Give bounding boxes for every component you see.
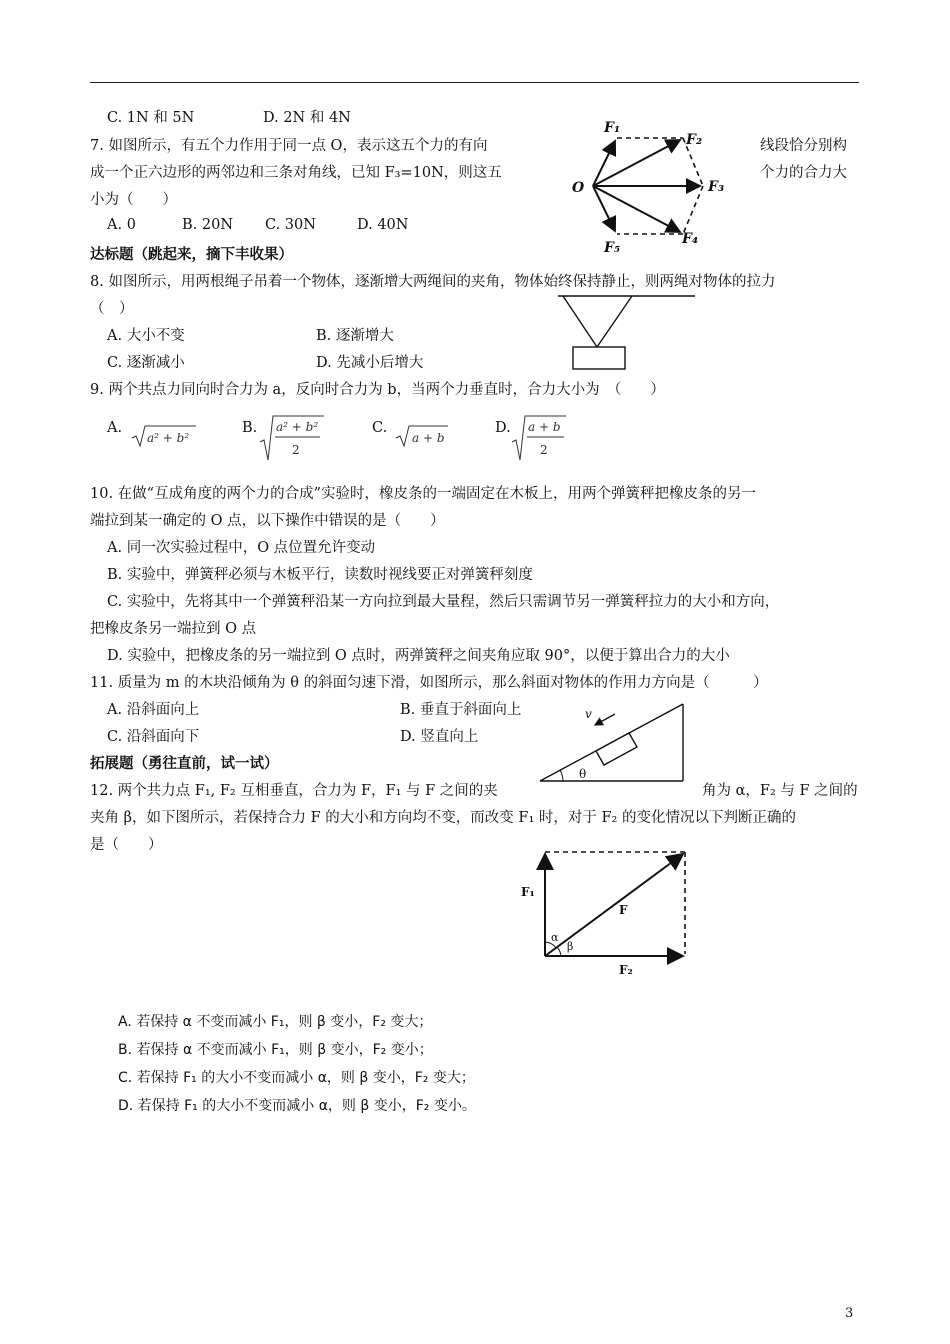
q12-option-c: C. 若保持 F₁ 的大小不变而减小 α，则 β 变小，F₂ 变大； (118, 1070, 475, 1086)
q12-line2: 夹角 β，如下图所示，若保持合力 F 的大小和方向均不变，而改变 F₁ 时，对于 F₂ 的变化情况以下判断正确的 (90, 810, 796, 826)
q8-line2: （ ） (90, 301, 134, 317)
q8-line1: 8. 如图所示，用两根绳子吊着一个物体，逐渐增大两绳间的夹角，物体始终保持静止，则两绳对物体的拉力 (90, 274, 776, 290)
label-f3: F₃ (708, 179, 725, 195)
q9-formula-d (510, 412, 570, 462)
q7-option-c: C. 30N (265, 217, 316, 233)
q7-line1a: 7. 如图所示，有五个力作用于同一点 O，表示这五个力的有向 (90, 138, 488, 154)
section-dabiao: 达标题（跳起来，摘下丰收果） (90, 247, 293, 263)
label-f2: F₂ (686, 132, 703, 148)
label-f: F (619, 903, 628, 917)
q7-option-d: D. 40N (357, 217, 409, 233)
q11-line1: 11. 质量为 m 的木块沿倾角为 θ 的斜面匀速下滑，如图所示，那么斜面对物体的作用力方向是（ ） (90, 675, 768, 691)
q12-option-d: D. 若保持 F₁ 的大小不变而减小 α，则 β 变小，F₂ 变小。 (118, 1098, 476, 1114)
label-alpha: α (551, 931, 559, 944)
q7-hexagon-figure (560, 110, 750, 258)
q11-incline-figure (535, 696, 690, 786)
label-beta: β (567, 940, 574, 953)
q8-rope-figure (555, 288, 700, 373)
q12-line3: 是（ ） (90, 837, 163, 853)
header-rule (90, 82, 859, 83)
q9-option-d-label: D. (495, 420, 511, 436)
svg-text:a + b: a + b (528, 420, 561, 434)
q12-option-a: A. 若保持 α 不变而减小 F₁，则 β 变小，F₂ 变大； (118, 1014, 433, 1030)
q9-option-c-label: C. (372, 420, 388, 436)
velocity-label: v (585, 707, 592, 721)
q11-option-c: C. 沿斜面向下 (107, 729, 200, 745)
svg-text:a + b: a + b (412, 431, 445, 445)
q8-option-b: B. 逐渐增大 (316, 328, 394, 344)
q8-option-c: C. 逐渐减小 (107, 355, 185, 371)
label-f4: F₄ (682, 231, 699, 247)
q12-option-b: B. 若保持 α 不变而减小 F₁，则 β 变小，F₂ 变小； (118, 1042, 433, 1058)
q11-option-a: A. 沿斜面向上 (107, 702, 200, 718)
q10-option-c-line2: 把橡皮条另一端拉到 O 点 (90, 621, 257, 637)
q6-option-d: D. 2N 和 4N (263, 110, 351, 126)
q7-line2a: 成一个正六边形的两邻边和三条对角线，已知 F₃=10N，则这五 (90, 165, 502, 181)
q7-option-a: A. 0 (107, 217, 136, 233)
q7-line1b: 线段恰分别构 (760, 138, 847, 154)
f4-arrow (593, 186, 680, 232)
q12-force-figure (515, 838, 700, 978)
label-f1: F₁ (521, 885, 535, 899)
label-o: O (572, 180, 585, 196)
q9-formula-b (258, 412, 328, 462)
q9-formula-a (130, 418, 200, 452)
q10-option-c-line1: C. 实验中，先将其中一个弹簧秤沿某一方向拉到最大量程，然后只需调节另一弹簧秤拉力的大小和方向， (107, 594, 780, 610)
q7-option-b: B. 20N (182, 217, 234, 233)
q8-option-d: D. 先减小后增大 (316, 355, 424, 371)
q12-line1b: 角为 α，F₂ 与 F 之间的 (702, 783, 858, 799)
q10-option-d: D. 实验中，把橡皮条的另一端拉到 O 点时，两弹簧秤之间夹角应取 90°，以便于算出合力的大小 (107, 648, 730, 664)
q9-formula-c (394, 418, 454, 452)
f-arrow (545, 854, 683, 956)
svg-text:2: 2 (292, 443, 300, 457)
label-f1: F₁ (604, 120, 621, 136)
q12-line1a: 12. 两个共力点 F₁, F₂ 互相垂直，合力为 F，F₁ 与 F 之间的夹 (90, 783, 498, 799)
q10-line2: 端拉到某一确定的 O 点，以下操作中错误的是（ ） (90, 513, 445, 529)
q8-option-a: A. 大小不变 (107, 328, 185, 344)
q7-line3: 小为（ ） (90, 192, 177, 208)
f2-arrow (593, 140, 680, 186)
q6-option-c: C. 1N 和 5N (107, 110, 195, 126)
q11-option-b: B. 垂直于斜面向上 (400, 702, 522, 718)
q10-option-a: A. 同一次实验过程中，O 点位置允许变动 (107, 540, 376, 556)
q11-option-d: D. 竖直向上 (400, 729, 479, 745)
q7-line2b: 个力的合力大 (760, 165, 847, 181)
section-tuozhan: 拓展题（勇往直前，试一试） (90, 756, 279, 772)
svg-text:a² + b²: a² + b² (276, 420, 319, 434)
theta-label: θ (579, 767, 587, 781)
svg-text:a² + b²: a² + b² (147, 431, 190, 445)
page-number: 3 (845, 1306, 854, 1321)
label-f5: F₅ (604, 240, 621, 256)
svg-text:2: 2 (540, 443, 548, 457)
q9-line1: 9. 两个共点力同向时合力为 a，反向时合力为 b，当两个力垂直时，合力大小为 （ ） (90, 382, 665, 398)
label-f2: F₂ (619, 963, 633, 977)
q9-option-b-label: B. (242, 420, 258, 436)
q10-line1: 10. 在做“互成角度的两个力的合成”实验时，橡皮条的一端固定在木板上，用两个弹簧秤把橡皮条的另一 (90, 486, 756, 502)
q9-option-a-label: A. (107, 420, 123, 436)
q10-option-b: B. 实验中，弹簧秤必须与木板平行，读数时视线要正对弹簧秤刻度 (107, 567, 533, 583)
